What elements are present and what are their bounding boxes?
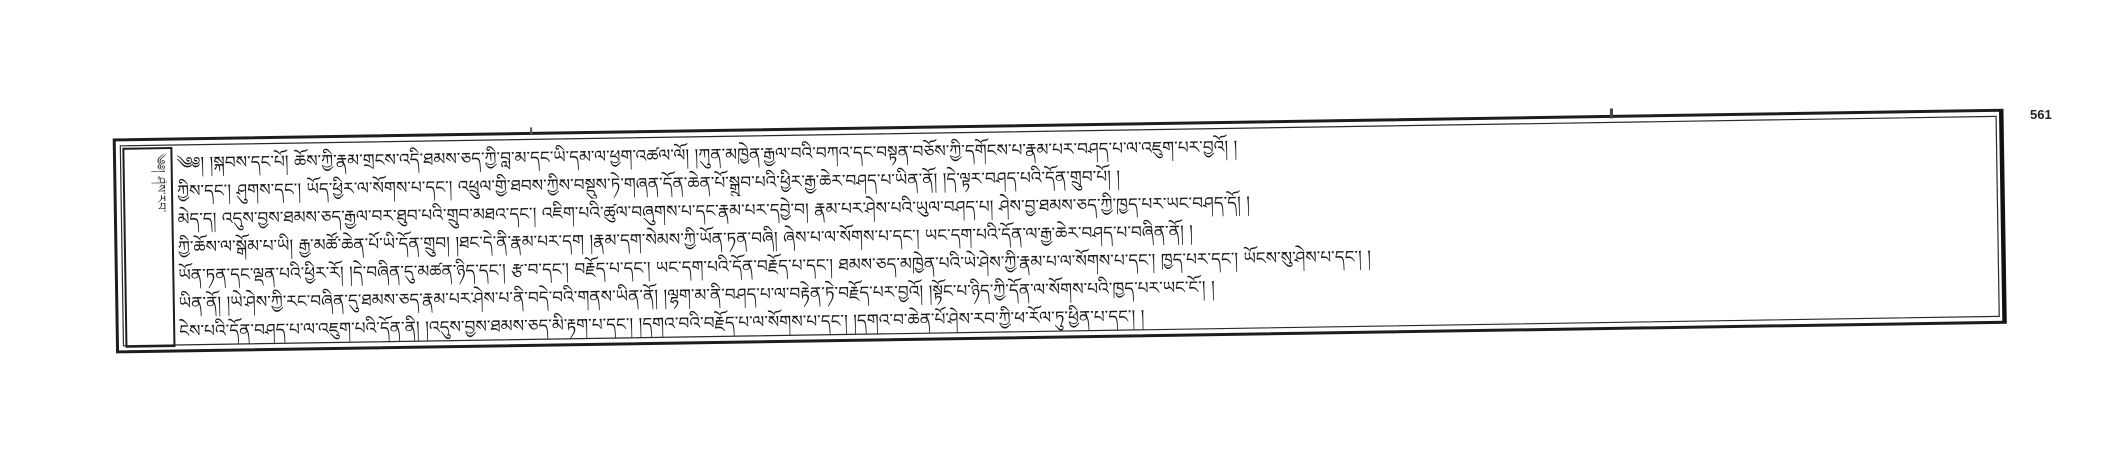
text-line: ཡིན་ནོ། །ཡེ་ཤེས་ཀྱི་རང་བཞིན་དུ་ཐམས་ཅད་རྣམ་པར་ཤེས་པ་ནི་བདེ་བའི་གནས་ཡིན་ནོ། །ལྷག་མ་ནི་བཤད་པ་ལ་བརྟེན་ཏེ་བརྗོད་པར་བྱའོ། །སྟོང་པ་ཉིད་ཀྱི་དོན་ལ་སོགས་པའི་ཁྱད་པར་ཡང་ངོ་། ། (178, 277, 1215, 314)
folio-number: 561 (2030, 107, 2052, 122)
text-block (176, 120, 1994, 344)
text-line: ཀྱིས་དང་། ཤུགས་དང་། ཡོད་ཕྱིར་ལ་སོགས་པ་དང་། འཕྲུལ་གྱི་ཐབས་ཀྱིས་བསྡུས་ཏེ་གཞན་དོན་ཆེན་པོ་སྒྲུབ་པའི་ཕྱིར་རྒྱ་ཆེར་བཤད་པ་ཡིན་ནོ། །དེ་ལྟར་བཤད་པའི་དོན་གྲུབ་པོ། ། (176, 167, 1121, 202)
text-line: ༄༅། །སྐབས་དང་པོ། ཆོས་ཀྱི་རྣམ་གྲངས་འདི་ཐམས་ཅད་ཀྱི་བླ་མ་དང་ཡི་དམ་ལ་ཕྱག་འཚལ་ལོ། །ཀུན་མཁྱེན་རྒྱལ་བའི་བཀའ་དང་བསྟན་བཅོས་ཀྱི་དགོངས་པ་རྣམ་པར་བཤད་པ་ལ་འཇུག་པར་བྱའོ། ། (176, 137, 1238, 174)
margin-label: ༄༅། ཤེས་རབ་ (153, 153, 169, 213)
text-line: ངེས་པའི་དོན་བཤད་པ་ལ་འཇུག་པའི་དོན་ནི། །འདུས་བྱས་ཐམས་ཅད་མི་རྟག་པ་དང་། །དགའ་བའི་བརྗོད་པ་ལ་སོགས་པ་དང་། །དགའ་བ་ཆེན་པོ་ཤེས་རབ་ཀྱི་ཕ་རོལ་ཏུ་ཕྱིན་པ་དང་། ། (179, 306, 1145, 342)
left-margin-panel (122, 147, 175, 348)
text-line: ཡོན་ཏན་དང་ལྡན་པའི་ཕྱིར་རོ། །དེ་བཞིན་དུ་མཚན་ཉིད་དང་། རྩ་བ་དང་། བརྗོད་པ་དང་། ཡང་དག་པའི་དོན་བརྗོད་པ་དང་། ཐམས་ཅད་མཁྱེན་པའི་ཡེ་ཤེས་ཀྱི་རྣམ་པ་ལ་སོགས་པ་དང་། ཁྱད་པར་དང་། ཡོངས་སུ་ཤེས་པ་དང་། ། (178, 247, 1372, 286)
xylograph-folio (110, 96, 2009, 358)
text-line: མེད་ད། འདུས་བྱས་ཐམས་ཅད་རྒྱལ་བར་ཐུབ་པའི་གྲུབ་མཐའ་དང་། འཇིག་པའི་ཚུལ་བཞུགས་པ་དང་རྣམ་པར་དབྱེ་བ། རྣམ་པར་ཤེས་པའི་ཡུལ་བཤད་པ། ཤེས་བྱ་ཐམས་ཅད་ཀྱི་ཁྱད་པར་ཡང་བཤད་དོ། ། (177, 193, 1251, 230)
text-line: ཀྱི་ཆོས་ལ་སྒོམ་པ་ཡི། རྒྱ་མཚོ་ཆེན་པོ་ཡི་དོན་གྲུབ། །ཐང་དེ་ནི་རྣམ་པར་དག །རྣམ་དག་སེམས་ཀྱི་ཡོན་ཏན་བཞི། ཞེས་པ་ལ་སོགས་པ་དང་། ཡང་དག་པའི་དོན་ལ་རྒྱ་ཆེར་བཤད་པ་བཞིན་ནོ། ། (177, 222, 1194, 258)
ink-smudge (1610, 108, 1613, 118)
ink-smudge (530, 127, 532, 134)
